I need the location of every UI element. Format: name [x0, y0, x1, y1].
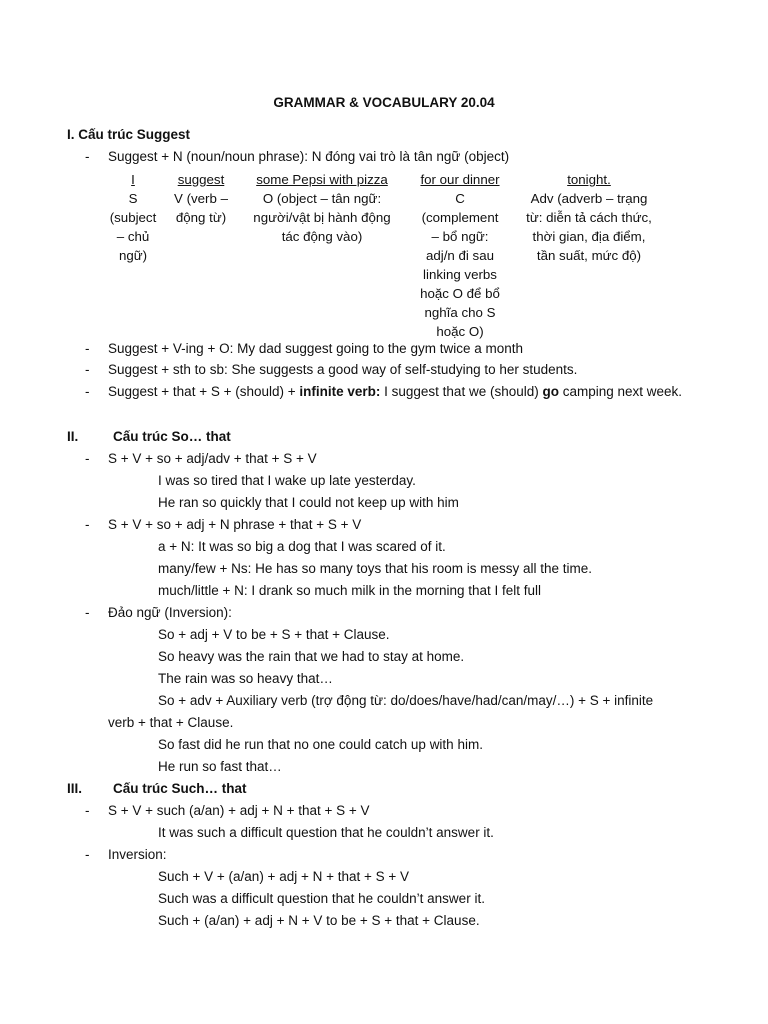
table-cell: người/vật bị hành động — [253, 210, 391, 225]
example-line: many/few + Ns: He has so many toys that his room is messy all the time. — [158, 561, 593, 576]
table-col-verb — [166, 170, 236, 227]
example-line: He run so fast that… — [158, 759, 282, 774]
table-cell: adj/n đi sau — [425, 248, 494, 263]
table-head-subject: I — [131, 172, 135, 187]
table-head-object: some Pepsi with pizza — [256, 172, 388, 187]
section-2-number: II. — [67, 429, 79, 444]
table-head-verb: suggest — [177, 172, 225, 187]
section-1-heading: I. Cấu trúc Suggest — [67, 127, 191, 142]
example-line: So + adv + Auxiliary verb (trợ động từ: do/does/have/had/can/may/…) + S + infinite — [158, 693, 654, 708]
table-col-object — [244, 170, 400, 246]
example-line: So + adj + V to be + S + that + Clause. — [158, 627, 390, 642]
example-line: Such + (a/an) + adj + N + V to be + S + that + Clause. — [158, 913, 480, 928]
bullet-dash: - — [85, 517, 90, 532]
example-line: much/little + N: I drank so much milk in the morning that I felt full — [158, 583, 542, 598]
suggest-that-rule — [108, 381, 688, 403]
table-cell: – chủ — [116, 229, 150, 244]
suggest-noun-rule: Suggest + N (noun/noun phrase): N đóng vai trò là tân ngữ (object) — [108, 149, 510, 164]
table-cell: V (verb – — [174, 191, 228, 206]
bullet-dash: - — [85, 847, 90, 862]
table-cell: Adv (adverb – trạng — [530, 191, 648, 206]
rule-bold-text: go — [542, 384, 559, 399]
table-cell: tác động vào) — [281, 229, 363, 244]
rule-text: I suggest that we (should) — [380, 384, 543, 399]
table-cell: (complement — [421, 210, 499, 225]
table-cell: – bổ ngữ: — [431, 229, 489, 244]
table-cell: (subject — [109, 210, 157, 225]
table-cell: thời gian, địa điểm, — [532, 229, 646, 244]
bullet-dash: - — [85, 362, 90, 377]
table-cell: linking verbs — [423, 267, 497, 282]
table-cell: tần suất, mức độ) — [536, 248, 642, 263]
example-line: He ran so quickly that I could not keep up with him — [158, 495, 459, 510]
section-2-heading: Cấu trúc So… that — [113, 429, 231, 444]
table-cell: ngữ) — [118, 248, 148, 263]
example-line: verb + that + Clause. — [108, 715, 234, 730]
table-col-subject — [104, 170, 162, 265]
table-cell: nghĩa cho S — [424, 305, 496, 320]
table-cell: O (object – tân ngữ: — [262, 191, 382, 206]
rule-bold-text: infinite verb: — [299, 384, 381, 399]
inversion-heading: Inversion: — [108, 847, 167, 862]
table-cell: hoặc O) — [436, 324, 484, 339]
such-that-formula: S + V + such (a/an) + adj + N + that + S + V — [108, 803, 370, 818]
table-cell: hoặc O để bổ — [420, 286, 500, 301]
example-line: It was such a difficult question that he couldn’t answer it. — [158, 825, 494, 840]
suggest-sth-rule: Suggest + sth to sb: She suggests a good way of self-studying to her students. — [108, 362, 578, 377]
inversion-heading: Đảo ngữ (Inversion): — [108, 605, 232, 620]
bullet-dash: - — [85, 384, 90, 399]
section-3-number: III. — [67, 781, 83, 796]
example-line: So heavy was the rain that we had to stay at home. — [158, 649, 465, 664]
table-head-adverb: tonight. — [567, 172, 611, 187]
bullet-dash: - — [85, 341, 90, 356]
table-cell: C — [455, 191, 465, 206]
document-title: GRAMMAR & VOCABULARY 20.04 — [273, 95, 495, 110]
rule-text: camping next week. — [558, 384, 683, 399]
table-col-complement — [408, 170, 512, 341]
table-col-adverb — [518, 170, 660, 265]
table-cell: động từ) — [175, 210, 227, 225]
bullet-dash: - — [85, 149, 90, 164]
table-cell: từ: diễn tả cách thức, — [526, 210, 652, 225]
suggest-ving-rule: Suggest + V-ing + O: My dad suggest going to the gym twice a month — [108, 341, 523, 356]
so-that-formula-2: S + V + so + adj + N phrase + that + S + V — [108, 517, 362, 532]
example-line: a + N: It was so big a dog that I was scared of it. — [158, 539, 446, 554]
table-head-complement: for our dinner — [420, 172, 500, 187]
example-line: I was so tired that I wake up late yesterday. — [158, 473, 416, 488]
bullet-dash: - — [85, 803, 90, 818]
table-cell: S — [128, 191, 138, 206]
example-line: The rain was so heavy that… — [158, 671, 333, 686]
section-3-heading: Cấu trúc Such… that — [113, 781, 247, 796]
bullet-dash: - — [85, 451, 90, 466]
bullet-dash: - — [85, 605, 90, 620]
example-line: So fast did he run that no one could catch up with him. — [158, 737, 483, 752]
so-that-formula-1: S + V + so + adj/adv + that + S + V — [108, 451, 317, 466]
example-line: Such was a difficult question that he couldn’t answer it. — [158, 891, 485, 906]
example-line: Such + V + (a/an) + adj + N + that + S + V — [158, 869, 410, 884]
rule-text: Suggest + that + S + (should) + — [108, 384, 300, 399]
